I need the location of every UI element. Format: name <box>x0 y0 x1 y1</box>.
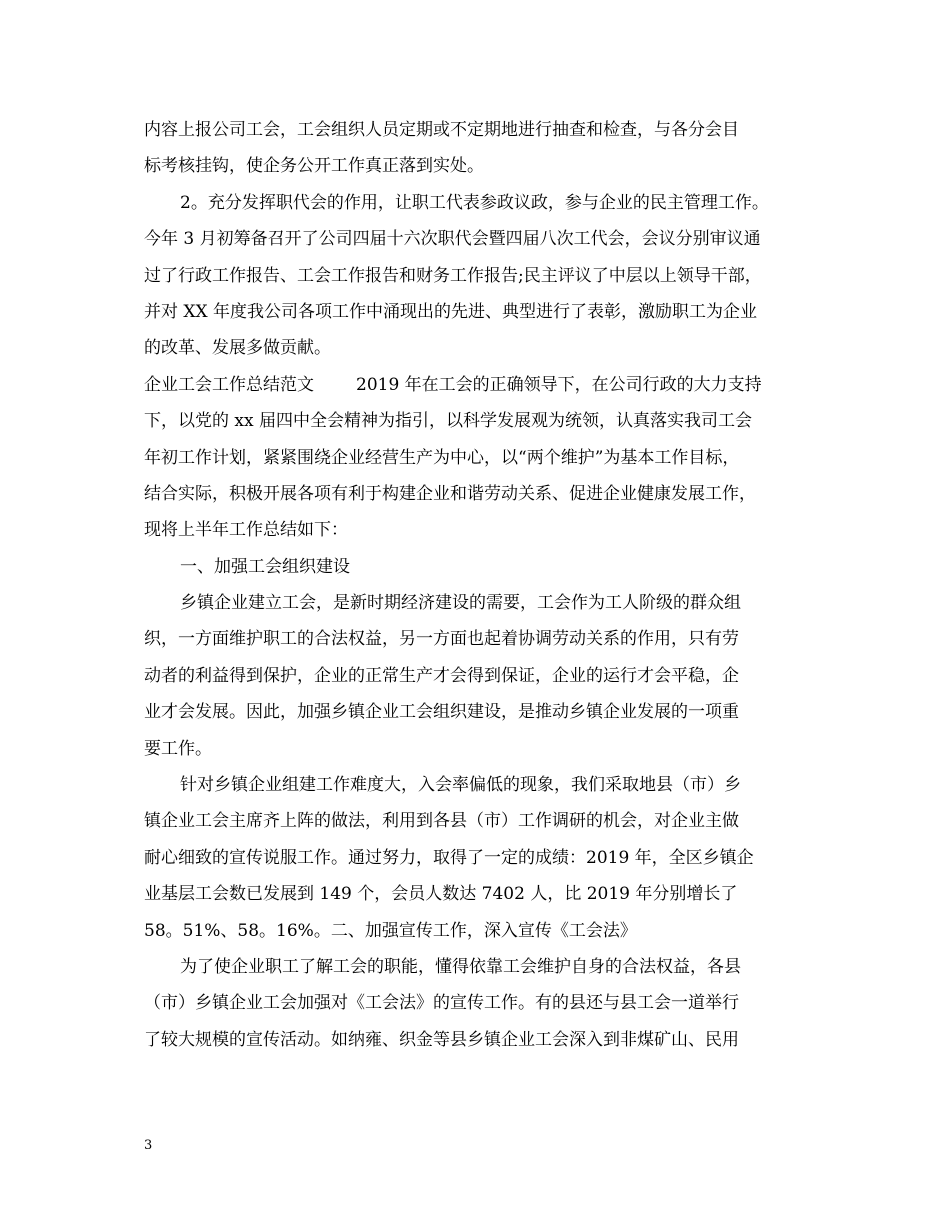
page-number: 3 <box>144 1138 153 1153</box>
text-line-2: 标考核挂钩，使企务公开工作真正落到实处。 <box>144 156 484 177</box>
text-line-11: 结合实际，积极开展各项有利于构建企业和谐劳动关系、促进企业健康发展工作， <box>144 483 756 504</box>
text-line-20: 镇企业工会主席齐上阵的做法，利用到各县（市）工作调研的机会，对企业主做 <box>144 811 739 832</box>
text-line-16: 动者的利益得到保护，企业的正常生产才会得到保证，企业的运行才会平稳，企 <box>144 665 739 686</box>
text-line-23: 58。51%、58。16%。二、加强宣传工作，深入宣传《工会法》 <box>144 920 637 941</box>
text-line-3: 2。充分发挥职代会的作用，让职工代表参政议政，参与企业的民主管理工作。 <box>180 192 769 213</box>
text-line-19: 针对乡镇企业组建工作难度大，入会率偏低的现象，我们采取地县（市）乡 <box>180 775 741 796</box>
text-line-18: 要工作。 <box>144 738 212 759</box>
text-line-8 <box>144 367 812 403</box>
text-line-6: 并对 XX 年度我公司各项工作中涌现出的先进、典型进行了表彰，激励职工为企业 <box>144 301 758 322</box>
text-line-24: 为了使企业职工了解工会的职能，懂得依靠工会维护自身的合法权益，各县 <box>180 956 741 977</box>
text-line-9: 下，以党的 xx 届四中全会精神为指引，以科学发展观为统领，认真落实我司工会 <box>144 411 752 432</box>
text-line-5: 过了行政工作报告、工会工作报告和财务工作报告;民主评议了中层以上领导干部， <box>144 265 762 286</box>
text-line-25: （市）乡镇企业工会加强对《工会法》的宣传工作。有的县还与县工会一道举行 <box>144 993 739 1014</box>
text-line-12: 现将上半年工作总结如下： <box>144 520 348 541</box>
text-line-26: 了较大规模的宣传活动。如纳雍、织金等县乡镇企业工会深入到非煤矿山、民用 <box>144 1029 739 1050</box>
text-line-1: 内容上报公司工会，工会组织人员定期或不定期地进行抽查和检查，与各分会目 <box>144 120 739 140</box>
section-heading: 企业工会工作总结范文 <box>144 374 314 395</box>
text-line-4: 今年 3 月初筹备召开了公司四届十六次职代会暨四届八次工代会，会议分别审议通 <box>144 229 761 250</box>
text-line-14: 乡镇企业建立工会，是新时期经济建设的需要，工会作为工人阶级的群众组 <box>180 593 741 614</box>
text-line-7: 的改革、发展多做贡献。 <box>144 338 331 359</box>
document-body <box>144 112 812 1058</box>
text-line-15: 织，一方面维护职工的合法权益，另一方面也起着协调劳动关系的作用，只有劳 <box>144 629 739 650</box>
text-line-8-tail: 2019 年在工会的正确领导下，在公司行政的大力支持 <box>356 374 762 395</box>
text-line-22: 业基层工会数已发展到 149 个，会员人数达 7402 人，比 2019 年分别增长了 <box>144 884 738 905</box>
text-line-17: 业才会发展。因此，加强乡镇企业工会组织建设，是推动乡镇企业发展的一项重 <box>144 702 739 723</box>
text-line-13: 一、加强工会组织建设 <box>180 556 350 577</box>
text-line-10: 年初工作计划，紧紧围绕企业经营生产为中心，以“两个维护”为基本工作目标， <box>144 447 740 468</box>
text-line-21: 耐心细致的宣传说服工作。通过努力，取得了一定的成绩：2019 年，全区乡镇企 <box>144 847 754 868</box>
